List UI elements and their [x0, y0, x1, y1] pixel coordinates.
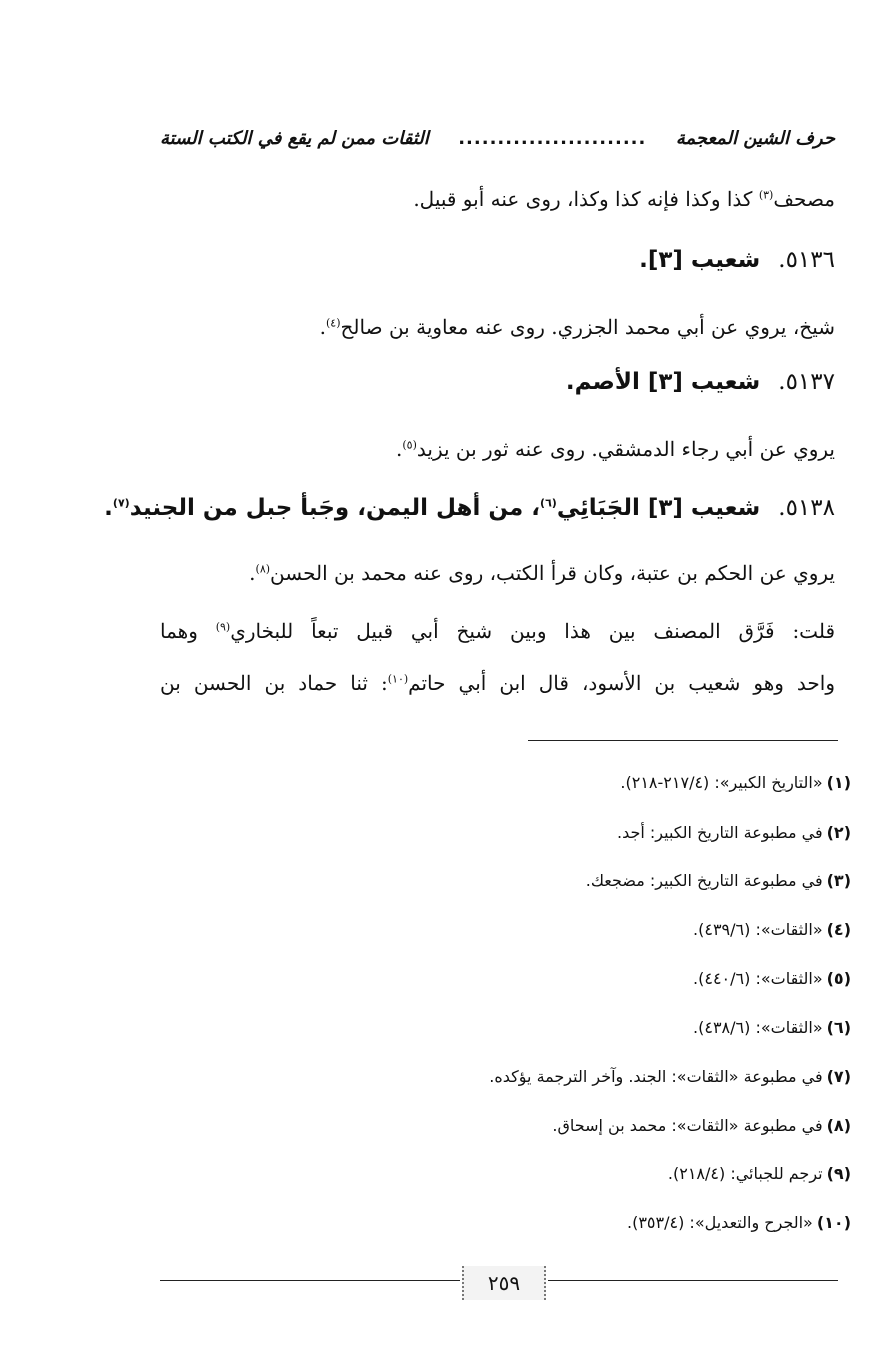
entry-heading-5138: ٥١٣٨.شعيب [٣] الجَبَائِي$^{(٦)}$، من أهل اليمن، وجَبأ جبل من الجنيد$^{(٧)}$.	[104, 495, 835, 521]
footnote-divider	[528, 740, 838, 741]
footnote-9: (٩)ترجم للجبائي: (٢١٨/٤).	[667, 1164, 851, 1183]
footnote-ref[interactable]: (٤)	[326, 316, 341, 330]
footnote-ref[interactable]: (٣)	[758, 188, 774, 202]
footnote-4: (٤)«الثقات»: (٤٣٩/٦).	[693, 920, 851, 939]
header-dots: ........................	[458, 128, 647, 149]
footer-rule-right	[548, 1280, 838, 1281]
section-title: حرف الشين المعجمة	[675, 128, 835, 149]
entry-number: ٥١٣٦.	[778, 247, 835, 273]
footnote-6: (٦)«الثقات»: (٤٣٨/٦).	[693, 1018, 851, 1037]
body-line-1: مصحف$^{(٣)}$ كذا وكذا فإنه كذا وكذا، روى عنه أبو قبيل.	[413, 187, 835, 211]
page-number: ٢٥٩	[462, 1266, 546, 1300]
body-line-5: قلت: فَرَّق المصنف بين هذا وبين شيخ أبي قبيل تبعاً للبخاري$^{(٩)}$ وهما	[160, 619, 835, 643]
footnote-7: (٧)في مطبوعة «الثقات»: الجند. وآخر الترجمة يؤكده.	[489, 1067, 851, 1086]
footer-rule-left	[160, 1280, 460, 1281]
book-title: الثقات ممن لم يقع في الكتب الستة	[160, 128, 429, 149]
footnote-5: (٥)«الثقات»: (٤٤٠/٦).	[693, 969, 851, 988]
body-line-4: يروي عن الحكم بن عتبة، وكان قرأ الكتب، روى عنه محمد بن الحسن$^{(٨)}$.	[249, 561, 835, 585]
entry-title: شعيب [٣] الأصم.	[565, 369, 761, 395]
body-line-3: يروي عن أبي رجاء الدمشقي. روى عنه ثور بن يزيد$^{(٥)}$.	[396, 437, 835, 461]
footnote-8: (٨)في مطبوعة «الثقات»: محمد بن إسحاق.	[552, 1116, 851, 1135]
entry-title: شعيب [٣] الجَبَائِي	[556, 495, 761, 521]
footnote-ref[interactable]: (٨)	[255, 562, 271, 576]
footnote-10: (١٠)«الجرح والتعديل»: (٣٥٣/٤).	[627, 1213, 851, 1232]
footnote-ref[interactable]: (٩)	[215, 620, 231, 634]
entry-number: ٥١٣٧.	[778, 369, 835, 395]
entry-number: ٥١٣٨.	[778, 495, 835, 521]
footnote-3: (٣)في مطبوعة التاريخ الكبير: مضجعك.	[585, 871, 851, 890]
body-line-2: شيخ، يروي عن أبي محمد الجزري. روى عنه معاوية بن صالح$^{(٤)}$.	[319, 315, 835, 339]
footnote-ref[interactable]: (٦)	[540, 496, 557, 510]
entry-title: شعيب [٣].	[639, 247, 761, 273]
footnote-ref[interactable]: (٧)	[112, 496, 130, 510]
body-line-6: واحد وهو شعيب بن الأسود، قال ابن أبي حاتم$^{(١٠)}$: ثنا حماد بن الحسن بن	[160, 671, 836, 695]
footnote-ref[interactable]: (٥)	[402, 438, 417, 452]
footnote-1: (١)«التاريخ الكبير»: (٢١٧/٤-٢١٨).	[620, 773, 851, 792]
footnote-ref[interactable]: (١٠)	[387, 672, 409, 686]
entry-heading-5137	[160, 368, 835, 398]
entry-heading-5136	[160, 246, 835, 276]
footnote-2: (٢)في مطبوعة التاريخ الكبير: أجد.	[616, 823, 851, 842]
running-header	[160, 128, 835, 158]
